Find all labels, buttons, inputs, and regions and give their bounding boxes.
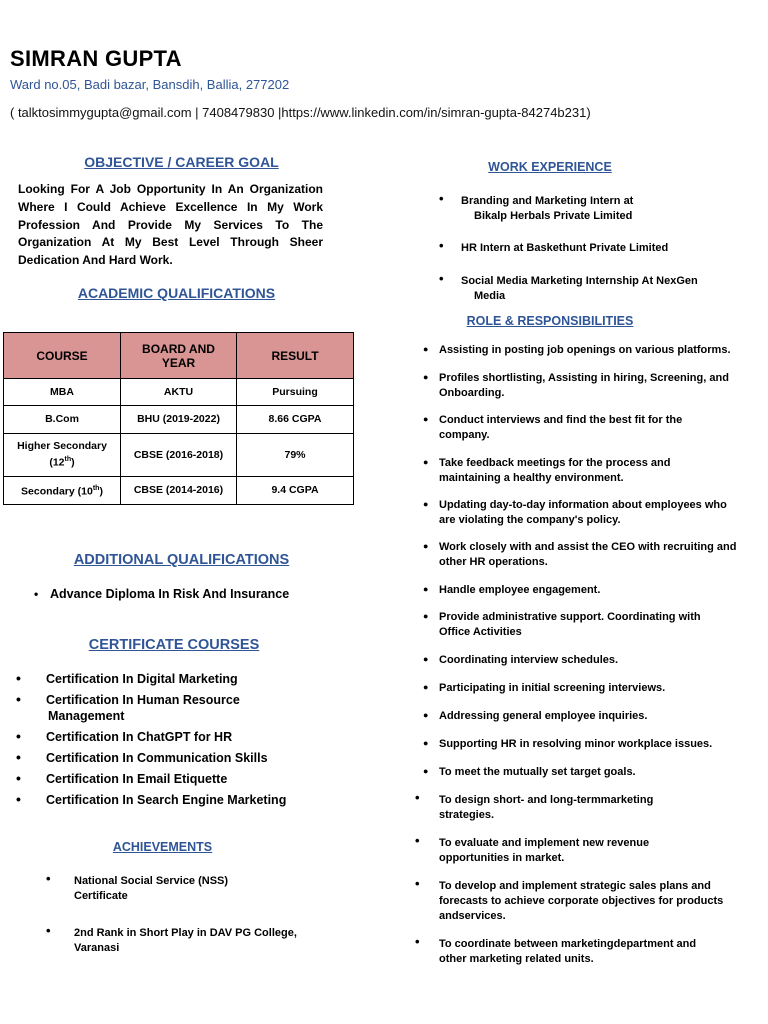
bullet-icon: ●	[423, 710, 429, 720]
roles-heading: ROLE & RESPONSIBILITIES	[466, 314, 634, 328]
objective-heading: OBJECTIVE / CAREER GOAL	[84, 154, 279, 170]
academic-heading: ACADEMIC QUALIFICATIONS	[77, 285, 276, 301]
cell-result: 79%	[237, 434, 354, 477]
bullet-icon: ●	[423, 611, 429, 621]
certificates-list	[16, 670, 287, 813]
bullet-icon: •	[46, 923, 51, 938]
work-list	[439, 191, 698, 321]
list-item: • Branding and Marketing Intern at Bikalp Herbals Private Limited	[439, 191, 634, 222]
bullet-icon: •	[46, 871, 51, 886]
cell-result: 9.4 CGPA	[237, 477, 354, 505]
achievements-heading: ACHIEVEMENTS	[112, 840, 213, 854]
list-item: ● Profiles shortlisting, Assisting in hiring, Screening, and Onboarding.	[423, 372, 729, 399]
bullet-icon: •	[16, 728, 21, 744]
table-row	[4, 406, 354, 434]
list-item: • Advance Diploma In Risk And Insurance	[34, 587, 290, 601]
cell-course: Higher Secondary (12th)	[4, 434, 121, 477]
certificates-heading: CERTIFICATE COURSES	[88, 637, 260, 653]
cell-board: BHU (2019-2022)	[121, 406, 237, 434]
bullet-icon: ●	[423, 766, 429, 776]
cell-course: Secondary (10th)	[4, 477, 121, 505]
list-item: • Certification In Human Resource	[16, 691, 240, 707]
cell-board: AKTU	[121, 379, 237, 406]
bullet-icon: ●	[423, 499, 429, 509]
list-item: • Certification In Communication Skills	[16, 749, 268, 765]
list-item: ● Participating in initial screening interviews.	[423, 682, 666, 694]
list-item: ● Updating day-to-day information about employees who are violating the company's policy.	[423, 499, 727, 526]
bullet-icon: •	[439, 191, 444, 206]
candidate-name: SIMRAN GUPTA	[10, 46, 182, 71]
bullet-icon: ●	[423, 654, 429, 664]
bullet-icon: •	[16, 791, 21, 807]
list-item: • To evaluate and implement new revenue opportunities in market.	[415, 833, 650, 864]
bullet-icon: ●	[423, 372, 429, 382]
list-item: ● Handle employee engagement.	[423, 584, 601, 596]
bullet-icon: •	[16, 670, 21, 686]
additional-list	[34, 587, 290, 601]
list-item: • To design short- and long-termmarketing strategies.	[415, 790, 654, 821]
bullet-icon: •	[34, 587, 39, 601]
contact-info: ( talktosimmygupta@gmail.com | 7408479830 |https://www.linkedin.com/in/simran-gupta-84274b231)	[10, 105, 591, 120]
list-item: ● To meet the mutually set target goals.	[423, 766, 636, 778]
list-item: ● Coordinating interview schedules.	[423, 654, 619, 666]
bullet-icon: •	[439, 271, 444, 286]
list-item: ● Conduct interviews and find the best fit for the company.	[423, 414, 683, 441]
bullet-icon: •	[415, 876, 420, 891]
column-header-course: COURSE	[4, 333, 121, 379]
roles-list	[415, 343, 739, 967]
bullet-icon: •	[415, 790, 420, 805]
bullet-icon: •	[415, 934, 420, 949]
bullet-icon: ●	[423, 414, 429, 424]
list-item: ● Supporting HR in resolving minor workplace issues.	[423, 738, 713, 750]
list-item: • To coordinate between marketingdepartment and other marketing related units.	[415, 934, 697, 965]
table-row	[4, 477, 354, 505]
list-item: ● Assisting in posting job openings on various platforms.	[423, 344, 731, 356]
table-row	[4, 379, 354, 406]
list-item: • Certification In ChatGPT for HR	[16, 728, 233, 744]
bullet-icon: •	[439, 238, 444, 253]
table-row	[4, 434, 354, 477]
bullet-icon: ●	[423, 457, 429, 467]
additional-heading: ADDITIONAL QUALIFICATIONS	[73, 552, 290, 568]
bullet-icon: •	[16, 770, 21, 786]
list-item: • To develop and implement strategic sales plans and forecasts to achieve corporate objectives for products andservices.	[415, 876, 724, 922]
work-heading: WORK EXPERIENCE	[488, 160, 612, 174]
bullet-icon: ●	[423, 584, 429, 594]
cell-board: CBSE (2014-2016)	[121, 477, 237, 505]
academic-table	[3, 332, 354, 505]
list-item: • 2nd Rank in Short Play in DAV PG College, Varanasi	[46, 923, 297, 954]
bullet-icon: ●	[423, 541, 429, 551]
list-item: ● Take feedback meetings for the process and maintaining a healthy environment.	[423, 457, 671, 484]
cell-course: MBA	[4, 379, 121, 406]
column-header-result: RESULT	[237, 333, 354, 379]
cell-board: CBSE (2016-2018)	[121, 434, 237, 477]
list-item: • Certification In Search Engine Marketing	[16, 791, 287, 807]
list-item: ● Provide administrative support. Coordinating with Office Activities	[423, 611, 701, 638]
list-item: • Certification In Digital Marketing	[16, 670, 238, 686]
bullet-icon: •	[415, 833, 420, 848]
cell-result: Pursuing	[237, 379, 354, 406]
bullet-icon: ●	[423, 682, 429, 692]
address: Ward no.05, Badi bazar, Bansdih, Ballia, 277202	[10, 77, 290, 92]
list-item: ● Addressing general employee inquiries.	[423, 710, 648, 722]
bullet-icon: •	[16, 691, 21, 707]
bullet-icon: ●	[423, 738, 429, 748]
cell-course: B.Com	[4, 406, 121, 434]
list-item-continuation: Management	[48, 709, 125, 723]
bullet-icon: ●	[423, 344, 429, 354]
objective-text: Looking For A Job Opportunity In An Organization Where I Could Achieve Excellence In My Work Profession And Provide My Services To The Organization At My Best Level Through Sheer Dedication And Hard Work.	[18, 182, 323, 268]
list-item: • HR Intern at Baskethunt Private Limited	[439, 238, 669, 254]
list-item: • Certification In Email Etiquette	[16, 770, 228, 786]
table-header-row	[4, 333, 354, 379]
achievements-list	[46, 871, 297, 978]
list-item: • Social Media Marketing Internship At NexGen Media	[439, 271, 698, 302]
cell-result: 8.66 CGPA	[237, 406, 354, 434]
bullet-icon: •	[16, 749, 21, 765]
list-item: ● Work closely with and assist the CEO with recruiting and other HR operations.	[423, 541, 737, 568]
column-header-board: BOARD AND YEAR	[121, 333, 237, 379]
list-item: • National Social Service (NSS) Certificate	[46, 871, 229, 902]
